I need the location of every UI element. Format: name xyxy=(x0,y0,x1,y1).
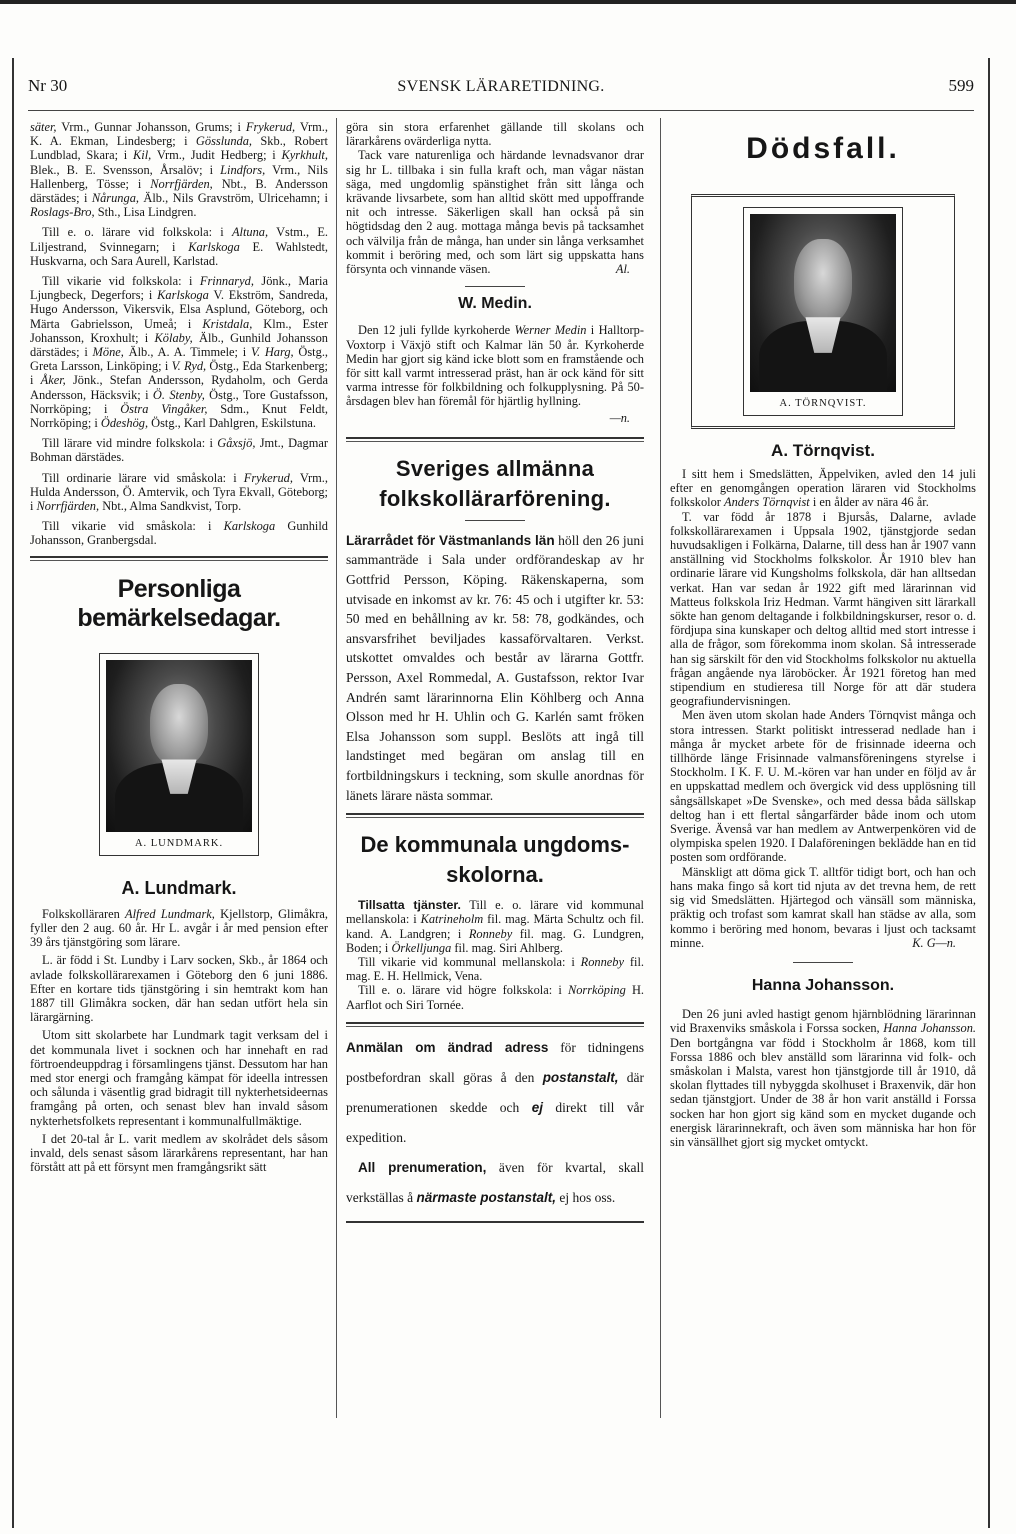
section-rule xyxy=(346,817,644,818)
section-rule xyxy=(346,437,644,439)
column-2 xyxy=(346,120,644,1225)
column-divider-2 xyxy=(660,118,661,1418)
lundmark-heading: A. Lundmark. xyxy=(121,877,237,898)
lundmark-paragraph: I det 20-tal år L. varit medlem av skolrådet dels såsom invald, dels senast såsom lärarkårens representant, har han förstått att på ett försynt men framgångsrikt sätt xyxy=(30,1131,328,1175)
tornqvist-caption: A. TÖRNQVIST. xyxy=(779,398,867,409)
tornqvist-paragraph: I sitt hem i Smedslätten, Äppelviken, avled den 14 juli efter en genomgången operation läraren vid Stockholms folkskolor Anders Törnqvist i en ålder av nära 46 år. xyxy=(670,467,976,510)
hanna-heading: Hanna Johansson. xyxy=(751,977,895,995)
tornqvist-portrait-frame xyxy=(743,207,903,416)
appointment-paragraph: Till vikarie vid folkskola: i Frinnaryd, Jönk., Maria Ljungbeck, Degerfors; i Karlskoga V. Ekström, Sandreda, Hugo Andersson, Vikersvik, Elsa Asplund, Göteborg, och Märta Gabrielsson, Umeå; i Kristdala, Klm., Ester Johansson, Kroxhult; i Kölaby, Älb., Gunhild Johansson därstädes; i Möne, Älb., A. A. Timmele; i V. Harg, Östg., Greta Larsson, Linköping; i V. Ryd, Östg., Eda Starkenberg; i Åker, Jönk., Stefan Andersson, Rydaholm, och Gerda Andersson, Häcksvik; i Ö. Stenby, Östg., Tore Gustafsson, Norrköping; i Östra Vingåker, Sdm., Knut Feldt, Norrköping; i Ödeshög, Östg., Karl Dahlgren, Eskilstuna. xyxy=(30,274,329,431)
signature: —n. xyxy=(609,410,630,425)
appointments-section xyxy=(30,120,328,548)
header-rule xyxy=(28,110,974,111)
lundmark-portrait xyxy=(106,660,252,832)
lundmark-paragraph: Utom sitt skolarbete har Lundmark tagit verksam del i det kommunala livet i socknen och har innehaft en rad förtroendeuppdrag i församlingens tjänst. Dessutom har han med stor energi och framgång kämpat för ideella intressen och sålunda i väsentlig grad bidragit till nykterhetsideernas framgång på orten, och senast blev han invald såsom nykterhetsfolkets representant i kommunalfullmäktige. xyxy=(30,1028,328,1128)
lundmark-paragraph: L. är född i St. Lundby i Larv socken, Skb., år 1864 och avlade folkskollärarexamen i Göteborg den 6 juni 1886. Efter en kortare tids tjänstgöring i sin hemtrakt kom han 1887 till Glimåkra socken, där han sedan utfört hela sin lärargärning. xyxy=(30,953,328,1025)
tornqvist-paragraph: T. var född år 1878 i Bjursås, Dalarne, avlade folkskollärarexamen i Uppsala 1902, tjänstgjorde sedan huvudsakligen i Folkärna, Dalarne, till dess han år 1907 vann anställning vid Stockholms folkskolor. År 1910 blev han ordinarie lärare vid Kungsholms folkskola, där han alltsedan verkat. Han var sedan år 1922 gift med lärarinnan vid Matteus folkskola Iriz Hedman. Varmt hängiven sitt lärarkall sökte han genom deltagande i folkbildningskurser, resor o. d. fördjupa sina kunskaper och deltog alltid med stort intresse i alla de frågor, som förekomma inom skolan. Så intresserade han sig särskilt för den vid Stockholms folkskolor nu aktuella frågan angående nya läroböcker. År 1921 företog han med stipendium en studieresa till Norge för att där studera geografiundervisningen. xyxy=(670,509,976,709)
tornqvist-heading: A. Törnqvist. xyxy=(771,441,875,460)
section-rule xyxy=(346,1221,644,1223)
kommunala-paragraph: Till vikarie vid kommunal mellanskola: i Ronneby fil. mag. E. H. Hellmick, Vena. xyxy=(346,954,644,984)
dodsfall-heading: Dödsfall. xyxy=(746,132,900,165)
issue-number: Nr 30 xyxy=(28,76,68,95)
page-number: 599 xyxy=(948,76,974,95)
appointment-paragraph: Till vikarie vid småskola: i Karlskoga Gunhild Johansson, Granbergsdal. xyxy=(30,519,328,548)
publication-title: SVENSK LÄRARETIDNING. xyxy=(397,78,605,95)
section-rule xyxy=(346,813,644,815)
lundmark-continuation: göra sin stora erfarenhet gällande till skolans och lärarkårens ovärderliga nytta. xyxy=(346,120,644,149)
separator xyxy=(793,962,853,963)
page-frame-right xyxy=(988,58,990,1528)
kommunala-heading-line-2: skolorna. xyxy=(446,862,544,888)
lundmark-paragraph: Folkskolläraren Alfred Lundmark, Kjellstorp, Glimåkra, fyller den 2 aug. 60 år. Hr L. avgår i år med pension efter 39 års tjänstgöring som lärare. xyxy=(30,906,328,950)
lundmark-continuation: Tack vare naturenliga och härdande levnadsvanor drar sig hr L. tillbaka i sin fulla kraft och, man vågar nästan säga, med ungdomlig spänstighet från sitt långa och krävande livsarbete, som han alltid skött med uppoffrande nit och intresse. Säkerligen skall han också på sin högtidsdag den 2 aug. mottaga många bevis på tacksamhet och välvilja från de många, han under sin långa verksamhet kommit i beröring med, och som lärt sig uppskatta hans försynta och vinnande väsen. xyxy=(346,148,644,277)
tornqvist-paragraph: Mänskligt att döma gick T. alltför tidigt bort, och han och hans maka fingo så kort tid njuta av det trevna hem, de rett sig vid Smedslätten. Hjärtegod och vänsäll som människa, präktig och trofast som kamrat skall han städse av alla, som kommo i beröring med honom, bevaras i ljust och tacksamt minne. xyxy=(670,864,976,950)
hanna-paragraph: Den 26 juni avled hastigt genom hjärnblödning lärarinnan vid Braxenviks småskola i Forssa socken, Hanna Johansson. Den bortgångna var född i Stockholm år 1868, kom till Forssa 1886 och blev anställd som lärarinna vid folk- och småskolan i Malsta, varest hon tjänstgjorde till år 1910, då skolan flyttades till nybyggda skolhuset i Braxenvik, där hon sedan tjänstgjort. Under de 38 år hon varit anställd i Forssa socken har hon gjort sig känd som en mycket dugande och energisk lärarinnekraft, och även som människa har hon för sin vänsällhet gjort sig mycket omtyckt. xyxy=(670,1007,976,1149)
section-rule xyxy=(30,556,328,558)
tornqvist-photo-frame xyxy=(691,194,955,429)
top-border xyxy=(0,0,1016,4)
section-rule xyxy=(346,441,644,442)
section-rule xyxy=(346,1026,644,1027)
kommunala-heading-line-1: De kommunala ungdoms- xyxy=(360,832,630,858)
lundmark-caption: A. LUNDMARK. xyxy=(134,837,224,849)
appointment-paragraph: säter, Vrm., Gunnar Johansson, Grums; i Frykerud, Vrm., K. A. Ekman, Lindesberg; i Gösslunda, Skb., Robert Lundblad, Skara; i Kil, Vrm., Judit Hedberg; i Kyrkhult, Blek., B. E. Svensson, Årsalöv; i Lindfors, Vrm., Nils Hallenberg, Tösse; i Norrfjärden, Nbt., B. Andersson därstädes; i Nårunga, Älb., Nils Gravström, Ulricehamn; i Roslags-Bro, Sth., Lisa Lindgren. xyxy=(30,120,328,220)
sveriges-heading-line-2: folkskollärarförening. xyxy=(379,485,611,511)
page-header xyxy=(28,76,974,98)
lundmark-portrait-frame xyxy=(99,653,259,856)
column-3 xyxy=(670,120,976,1153)
lararadet-paragraph xyxy=(346,531,644,805)
column-1 xyxy=(30,120,328,1178)
medin-heading: W. Medin. xyxy=(458,295,532,313)
sveriges-heading-line-1: Sveriges allmänna xyxy=(395,455,595,481)
appointment-paragraph: Till e. o. lärare vid folkskola: i Altuna, Vstm., E. Liljestrand, Svinnegarn; i Karlskoga E. Wahlstedt, Huskvarna, och Sara Aurell, Karlstad. xyxy=(30,225,329,268)
section-rule xyxy=(30,560,328,561)
address-notice: Anmälan om ändrad adress för tidningens postbefordran skall göras å den postanstalt, där prenumerationen skedde och ej direkt till vår expedition. xyxy=(346,1039,644,1145)
medin-paragraph: Den 12 juli fyllde kyrkoherde Werner Medin i Halltorp-Voxtorp i Växjö stift och Kalmar län 50 år. Kyrkoherde Medin har gjort sig känd icke blott som en framstående och för sitt kall varmt intresserad präst, han är ock känd för sitt varma intresse för folkbildning och folkupplysning. På 50-årsdagen blev han föremål för hjärtlig hyllning. xyxy=(346,323,644,409)
appointment-paragraph: Till ordinarie lärare vid småskola: i Frykerud, Vrm., Hulda Andersson, Ö. Amtervik, och Tyra Ekvall, Göteborg; i Norrfjärden, Nbt., Alma Sandkvist, Torp. xyxy=(30,470,328,514)
separator xyxy=(465,520,525,521)
kommunala-paragraph: Tillsatta tjänster. Till e. o. lärare vid kommunal mellanskola: i Katrineholm fil. mag. Märta Schultz och fil. kand. A. Landgren; i Ronneby fil. mag. G. Lundgren, Boden; i Örkelljunga fil. mag. Siri Ahlberg. xyxy=(346,898,644,955)
kommunala-paragraph: Till e. o. lärare vid högre folkskola: i Norrköping H. Aarflot och Siri Tornée. xyxy=(346,983,644,1012)
lararadet-lead: Lärarrådet för Västmanlands län xyxy=(346,532,555,548)
tornqvist-paragraph: Men även utom skolan hade Anders Törnqvist många och stora intressen. Starkt politiskt intresserad nedlade han i många år mycket arbete för de frisinnade ideerna och tillhörde länge Frisinnade valmansföreningens styrelse i Stockholm. I K. F. U. M.-kören var han under en följd av år en uppskattad medlem och övergick vid dess upplösning till sångsällskapet »De Svenske», och med dessa båda sällskap deltog han i ett flertal sångarfärder både inom och utom Sverige. Ävenså var han medlem av Antwerpenkören vid de olympiska spelen 1920. I Dalaföreningen beklädde han en tid posten som ordförande. xyxy=(670,708,976,865)
tornqvist-portrait xyxy=(750,214,896,392)
lararadet-text: höll den 26 juni sammanträde i Sala under ordförandeskap av hr Gottfrid Persson, Köping. Räkenskaperna, som utvisade en inkomst av kr. 76: 45 och i utgifter kr. 53: 50 med en behållning av kr. 58: 78, godkändes, och ansvarsfrihet beviljades kassaförvaltaren. Verkst. utskottet omvaldes och består av lärarna Gottfr. Persson, Axel Rommedal, A. Gustafsson, rektor Ivar Andrén samt lärarinnorna Elin Köhlberg och Anna Olsson med hr H. Uhlin och G. Karlén samt fröken Elsa Johansson som suppl. Beslöts att ingå till landstinget med begäran om anslag till en fortbildningskurs i teckning, som skulle anordnas för länets lärare nästa sommar. xyxy=(346,532,644,803)
appointment-paragraph: Till lärare vid mindre folkskola: i Gåxsjö, Jmt., Dagmar Bohman därstädes. xyxy=(30,436,329,465)
separator xyxy=(465,286,525,287)
section-rule xyxy=(346,1022,644,1024)
page-frame-left xyxy=(12,58,14,1528)
column-divider-1 xyxy=(336,118,337,1418)
signature: Al. xyxy=(615,262,630,277)
signature: K. G—n. xyxy=(912,935,956,950)
subscription-notice: All prenumeration, även för kvartal, skall verkställas å närmaste postanstalt, ej hos oss. xyxy=(346,1159,645,1205)
personliga-heading: Personliga bemärkelsedagar. xyxy=(77,574,281,632)
